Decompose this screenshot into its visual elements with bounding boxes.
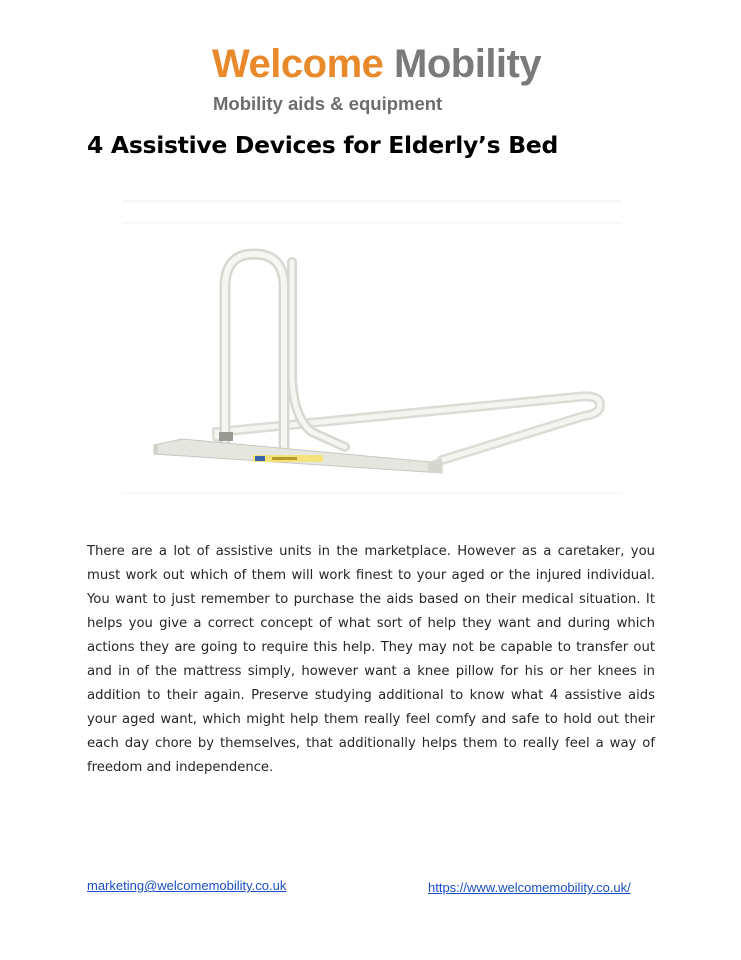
footer-email-link[interactable]: marketing@welcomemobility.co.uk [87,878,287,893]
brand-tagline: Mobility aids & equipment [213,93,443,114]
footer-website-link[interactable]: https://www.welcomemobility.co.uk/ [428,880,631,895]
bed-rail-product-image [112,192,632,522]
article-body: There are a lot of assistive units in the marketplace. However as a caretaker, you must work out which of them will work finest to your aged or the injured individual. You want to just remember to purchase the aids based on their medical situation. It helps you give a correct concept of what sort of help they want and during which actions they are going to require this help. They may not be capable to transfer out and in of the mattress simply, however want a knee pillow for his or her knees in addition to their again. Preserve studying additional to know what 4 assistive aids your aged want, which might help them really feel comfy and safe to hold out their each day chore by themselves, that additionally helps them to really feel a way of freedom and independence. [87,544,655,775]
brand-word-mobility: Mobility [394,42,542,86]
brand-logo [212,40,542,118]
page-title: 4 Assistive Devices for Elderly’s Bed [87,131,558,159]
brand-name [212,40,541,88]
brand-word-welcome: Welcome [212,42,384,86]
